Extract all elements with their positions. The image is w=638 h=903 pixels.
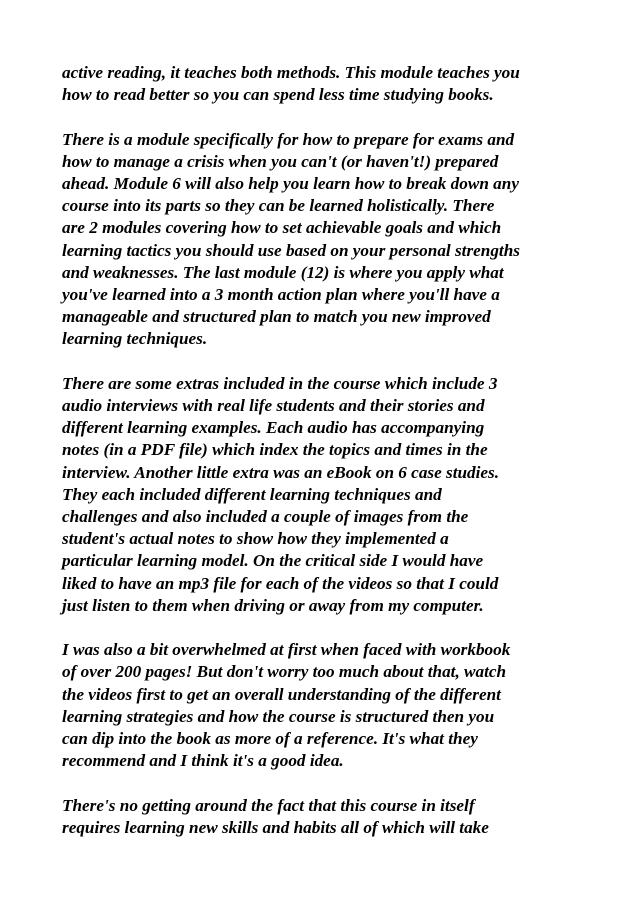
document-body (62, 62, 592, 861)
text-line: learning tactics you should use based on your personal strengths (62, 240, 520, 260)
text-line: course into its parts so they can be learned holistically. There (62, 196, 495, 216)
text-line: They each included different learning techniques and (62, 484, 442, 504)
text-line: particular learning model. On the critical side I would have (62, 551, 484, 571)
text-line: ahead. Module 6 will also help you learn how to break down any (62, 174, 519, 193)
text-line: you've learned into a 3 month action plan where you'll have a (62, 285, 500, 305)
text-line: interview. Another little extra was an eBook on 6 case studies. (62, 462, 500, 482)
paragraph-3 (62, 373, 592, 617)
text-line: There is a module specifically for how to prepare for exams and (62, 129, 515, 149)
text-line: requires learning new skills and habits all of which will take (62, 817, 489, 837)
paragraph-2 (62, 129, 592, 351)
text-line: how to read better so you can spend less time studying books. (62, 85, 494, 105)
text-line: different learning examples. Each audio has accompanying (62, 418, 485, 438)
text-line: recommend and I think it's a good idea. (62, 751, 344, 771)
paragraph-1 (62, 62, 592, 106)
text-line: active reading, it teaches both methods. This module teaches you (62, 63, 520, 82)
text-line: and weaknesses. The last module (12) is where you apply what (62, 262, 504, 282)
text-line: There are some extras included in the course which include 3 (62, 373, 498, 393)
text-line: learning strategies and how the course is structured then you (62, 706, 495, 726)
text-line: learning techniques. (62, 329, 208, 349)
text-line: manageable and structured plan to match you new improved (62, 307, 491, 327)
text-line: just listen to them when driving or away from my computer. (62, 595, 484, 615)
text-line: how to manage a crisis when you can't (or haven't!) prepared (62, 151, 499, 171)
text-line: can dip into the book as more of a reference. It's what they (62, 729, 478, 749)
paragraph-4 (62, 639, 592, 772)
text-line: audio interviews with real life students and their stories and (62, 396, 485, 416)
paragraph-5 (62, 795, 592, 839)
text-line: I was also a bit overwhelmed at first when faced with workbook (62, 640, 511, 660)
text-line: liked to have an mp3 file for each of the videos so that I could (62, 573, 499, 593)
text-line: There's no getting around the fact that this course in itself (62, 795, 475, 815)
text-line: notes (in a PDF file) which index the topics and times in the (62, 440, 488, 460)
text-line: student's actual notes to show how they implemented a (62, 529, 449, 549)
text-line: are 2 modules covering how to set achievable goals and which (62, 218, 502, 238)
text-line: the videos first to get an overall understanding of the different (62, 684, 501, 704)
text-line: of over 200 pages! But don't worry too much about that, watch (62, 662, 507, 682)
text-line: challenges and also included a couple of images from the (62, 507, 469, 527)
